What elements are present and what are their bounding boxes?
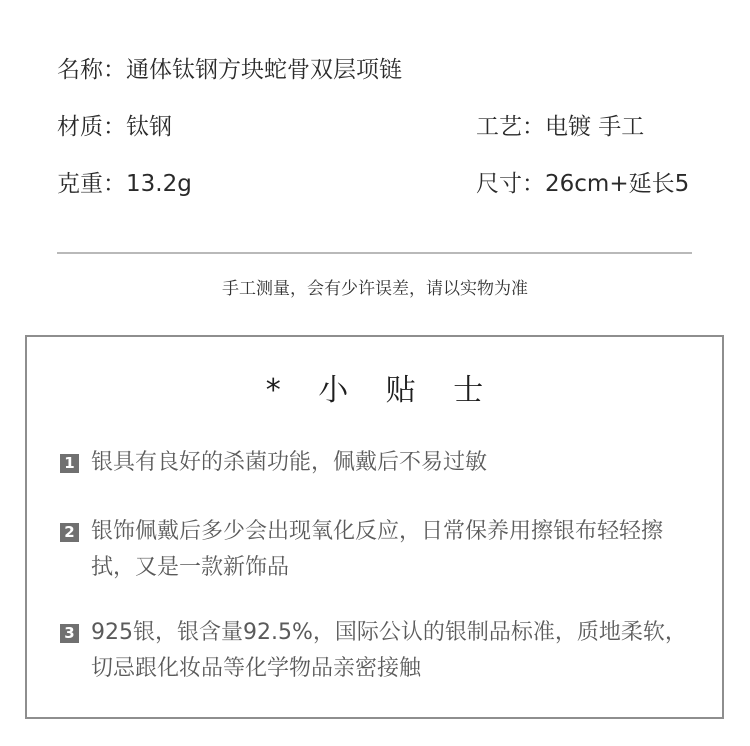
spec-material-value: 钛钢 bbox=[126, 114, 172, 140]
tip-item-3 bbox=[60, 615, 700, 687]
tips-title: * 小 贴 士 bbox=[265, 373, 498, 408]
spec-name-label: 名称： bbox=[57, 57, 126, 83]
spec-craft-value: 电镀 手工 bbox=[545, 114, 645, 140]
tip-text: 银饰佩戴后多少会出现氧化反应，日常保养用擦银布轻轻擦拭，又是一款新饰品 bbox=[91, 519, 664, 580]
spec-name bbox=[57, 55, 402, 85]
measurement-note: 手工测量，会有少许误差，请以实物为准 bbox=[222, 279, 528, 299]
tip-item-2 bbox=[60, 514, 700, 586]
spec-size bbox=[476, 169, 689, 199]
tip-number-badge: 2 bbox=[60, 523, 79, 542]
spec-name-value: 通体钛钢方块蛇骨双层项链 bbox=[126, 57, 402, 83]
section-divider bbox=[57, 252, 692, 254]
spec-size-label: 尺寸： bbox=[476, 171, 545, 197]
spec-weight-label: 克重： bbox=[57, 171, 126, 197]
spec-material bbox=[57, 112, 172, 142]
spec-weight-value: 13.2g bbox=[126, 171, 192, 197]
spec-craft-label: 工艺： bbox=[476, 114, 545, 140]
tip-number-badge: 3 bbox=[60, 624, 79, 643]
tips-box bbox=[25, 335, 724, 719]
tip-item-1 bbox=[60, 445, 700, 481]
tip-number-badge: 1 bbox=[60, 454, 79, 473]
tip-text: 银具有良好的杀菌功能，佩戴后不易过敏 bbox=[91, 450, 488, 475]
spec-material-label: 材质： bbox=[57, 114, 126, 140]
tip-text: 925银，银含量92.5%，国际公认的银制品标准，质地柔软，切忌跟化妆品等化学物品亲密接触 bbox=[91, 620, 687, 681]
spec-size-value: 26cm+延长5 bbox=[545, 171, 690, 197]
spec-weight bbox=[57, 169, 192, 199]
spec-craft bbox=[476, 112, 644, 142]
